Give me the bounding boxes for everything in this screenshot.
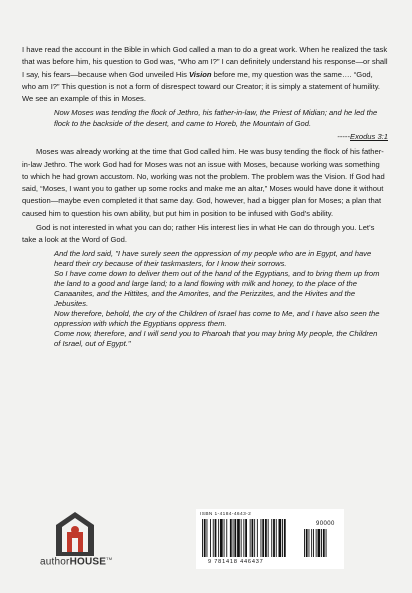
publisher-name-a: author: [40, 556, 70, 568]
barcode-bar: [254, 519, 255, 557]
barcode-addon-bar: [306, 529, 308, 557]
barcode-bar: [245, 519, 247, 557]
barcode-bar: [261, 519, 262, 557]
barcode-bar: [237, 519, 240, 557]
barcode-addon-bar: [316, 529, 317, 557]
barcode-bar: [220, 519, 223, 557]
barcode-bar: [276, 519, 277, 557]
barcode-bar: [284, 519, 286, 557]
barcode-bar: [224, 519, 225, 557]
barcode-addon-bar: [304, 529, 305, 557]
publisher-name: [40, 556, 112, 567]
barcode-addon-bar: [326, 529, 327, 557]
paragraph-2: Moses was already working at the time that God called him. He was busy tending the flock of his father-in-law Jethro. The work God had for Moses was not an issue with Moses, because working was something to which he had grown accustom. No, working was not the problem. The problem was the Vision. If God had said, “Moses, I want you to gather up some rocks and make me an altar,” Moses would have done it without question—maybe even completed it that same day. God, however, had a bigger plan for Moses; a plan that caused him to question his own ability, but put him in position to be infused with God’s ability.: [22, 147, 385, 218]
barcode-bar: [234, 519, 236, 557]
isbn-label: ISBN 1-4184-4643-2: [200, 512, 252, 517]
paragraph-1: [22, 44, 388, 105]
barcode-bar: [207, 519, 208, 557]
price-code: 90000: [316, 521, 335, 527]
barcode-bar: [213, 519, 214, 557]
barcode-addon-bar: [311, 529, 312, 557]
barcode-bar: [257, 519, 258, 557]
barcode-bar: [215, 519, 217, 557]
cover-text: [22, 44, 388, 349]
paragraph-3: God is not interested in what you can do; rather His interest lies in what He can do through you. Let’s take a look at the Word of God.: [22, 223, 375, 245]
barcode-bar: [218, 519, 219, 557]
barcode-addon-bar: [321, 529, 322, 557]
barcode-bar: [282, 519, 283, 557]
barcode-addon-bar: [323, 529, 325, 557]
trademark-symbol: TM: [106, 556, 113, 561]
reference-book: Exodus 3:1: [350, 131, 388, 141]
barcode-digits: 9 781418 446437: [208, 559, 264, 565]
barcode-bar: [230, 519, 232, 557]
barcode-bar: [279, 519, 282, 557]
barcode-icon: [200, 519, 336, 559]
quote-2-verse-1: And the lord said, "I have surely seen the oppression of my people who are in Egypt, and have heard their cry because of their taskmasters, for I know their sorrows.: [54, 248, 372, 268]
barcode-bar: [202, 519, 203, 557]
barcode-bar: [265, 519, 267, 557]
paragraph-1-text-b: before me, my question was the same…. “God, who am I?” This question is not a form of disrespect toward our Creator; it is simply a statement of humility. We see an example of this in Moses.: [22, 69, 381, 104]
barcode-addon-bar: [318, 529, 321, 557]
quote-2-verse-3: Now therefore, behold, the cry of the Children of Israel has come to Me, and I have also seen the oppression with which the Egyptians oppress them.: [54, 308, 380, 328]
barcode-bar: [250, 519, 251, 557]
scripture-reference: [22, 131, 388, 143]
barcode-bar: [233, 519, 234, 557]
quote-2-verse-2: So I have come down to deliver them out of the hand of the Egyptians, and to bring them up from the land to a good and large land; to a land flowing with milk and honey, to the place of the Canaanites, and the Hittites, and the Amorites, and the Perizzites, and the Hivites and the Jebusites.: [54, 268, 380, 308]
barcode-bar: [241, 519, 242, 557]
barcode-bar: [271, 519, 272, 557]
barcode-bar: [226, 519, 227, 557]
barcode-bar: [210, 519, 211, 557]
paragraph-1-text-a: I have read the account in the Bible in which God called a man to do a great work. When he realized the task that was before him, his question to God was, “Who am I?” I can definitely understand his response—or shall I say, his fears—because when God unveiled His: [22, 45, 388, 79]
quote-2-verse-4: Come now, therefore, and I will send you to Pharoah that you may bring My people, the Children of Israel, out of Egypt.": [54, 328, 378, 348]
barcode-bar: [273, 519, 275, 557]
barcode-bar: [268, 519, 269, 557]
barcode-bar: [243, 519, 244, 557]
barcode-bar: [252, 519, 254, 557]
publisher-name-b: HOUSE: [69, 556, 107, 568]
barcode-bar: [262, 519, 264, 557]
scripture-quote-1: Now Moses was tending the flock of Jethro, his father-in-law, the Priest of Midian; and he led the flock to the backside of the desert, and came to Horeb, the Mountain of God.: [54, 108, 378, 128]
reference-dashes: -----: [337, 131, 350, 141]
scripture-quote-2: [54, 249, 384, 349]
barcode-addon-bar: [313, 529, 314, 557]
vision-emphasis: Vision: [189, 69, 212, 79]
barcode-addon-bar: [309, 529, 310, 557]
barcode-bar: [204, 519, 206, 557]
